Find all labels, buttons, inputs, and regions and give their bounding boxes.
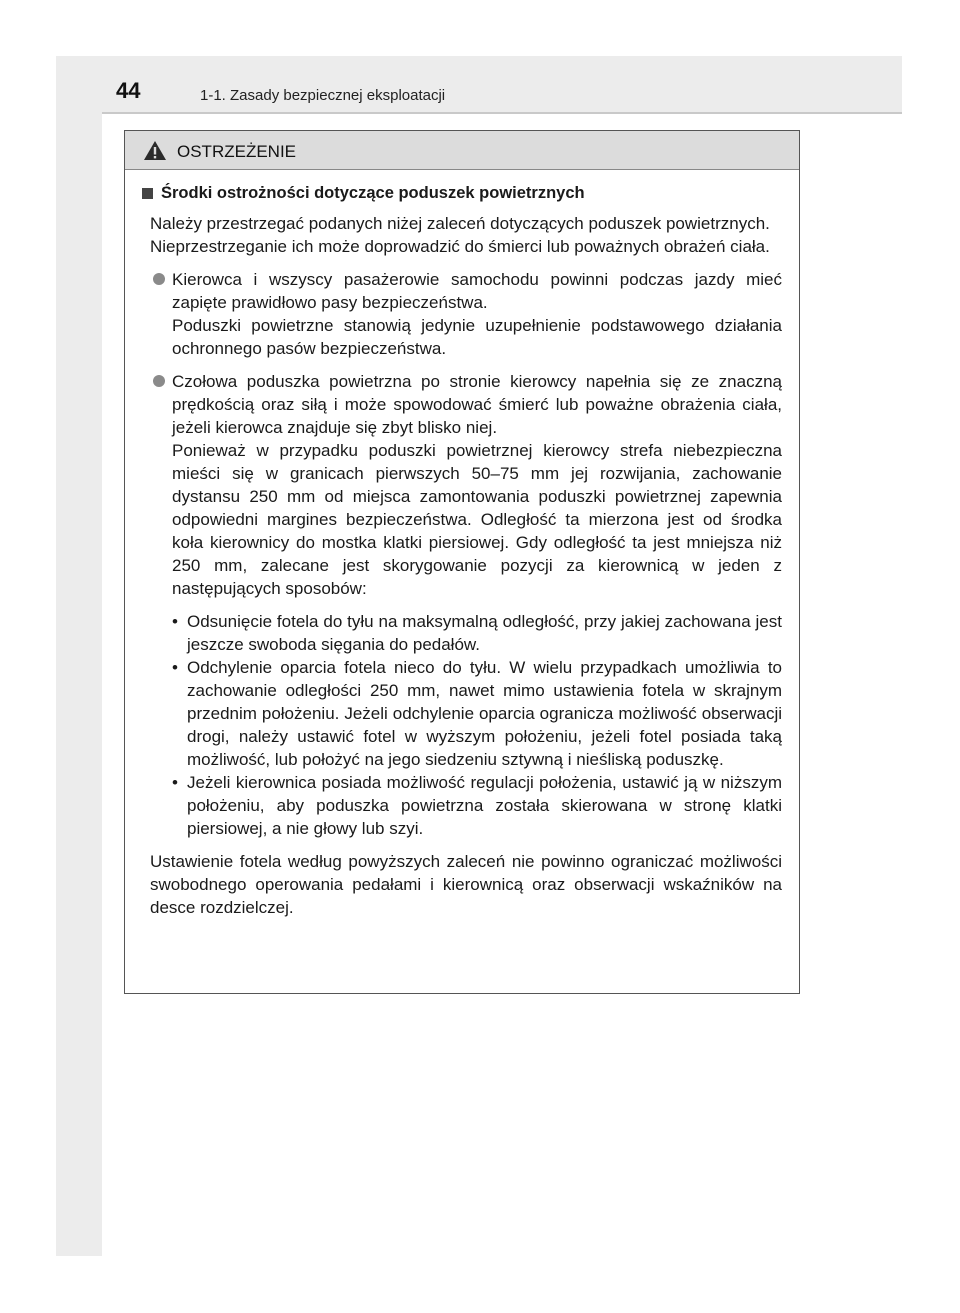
page-number: 44: [116, 78, 141, 103]
subheading-text: Środki ostrożności dotyczące poduszek powietrznych: [161, 184, 585, 202]
warning-title: OSTRZEŻENIE: [177, 142, 297, 161]
dot-marker-icon: •: [172, 773, 178, 792]
warning-body: [125, 170, 799, 919]
closing-paragraph: Ustawienie fotela według powyższych zaleceń nie powinno ograniczać możliwości swobodnego operowania pedałami i kierownicą oraz obserwacji wskaźników na desce rozdzielczej.: [150, 852, 782, 917]
section-title: 1-1. Zasady bezpiecznej eksploatacji: [200, 87, 446, 104]
warning-box: [124, 130, 800, 994]
bullet1-paragraph-2: Poduszki powietrzne stanowią jedynie uzupełnienie podstawowego działania ochronnego pasów bezpieczeństwa.: [172, 316, 782, 358]
dot-marker-icon: •: [172, 658, 178, 677]
bullet-item-driver-airbag: [150, 370, 782, 840]
bullet2-paragraph-1: Czołowa poduszka powietrzna po stronie kierowcy napełnia się ze znaczną prędkością oraz siłą i może spowodować śmierć lub poważne obrażenia ciała, jeżeli kierowca znajduje się zbyt blisko niej.: [172, 372, 782, 437]
list-item: • Odsunięcie fotela do tyłu na maksymalną odległość, przy jakiej zachowana jest jeszcze swoboda sięgania do pedałów.: [172, 612, 782, 654]
warning-header: [125, 131, 799, 170]
circle-bullet-icon: [153, 273, 165, 285]
page-header: [102, 56, 902, 114]
bullet1-paragraph-1: Kierowca i wszyscy pasażerowie samochodu powinni podczas jazdy mieć zapięte prawidłowo pasy bezpieczeństwa.: [172, 270, 782, 312]
list-item: • Jeżeli kierownica posiada możliwość regulacji położenia, ustawić ją w niższym położeniu, aby poduszka powietrzna została skierowana w stronę klatki piersiowej, a nie głowy lub szyi.: [172, 773, 782, 838]
warning-subheading: [142, 182, 782, 205]
bullet2-paragraph-2: Ponieważ w przypadku poduszki powietrznej kierowcy strefa niebezpieczna mieści się w granicach pierwszych 50–75 mm jej rozwijania, zachowanie dystansu 250 mm od miejsca zamontowania poduszki powietrznej zapewnia odpowiedni margines bezpieczeństwa. Odległość ta mierzona jest od środka koła kierownicy do mostka klatki piersiowej. Gdy odległość ta jest mniejsza niż 250 mm, zalecane jest skorygowanie pozycji za kierownicą w jeden z następujących sposobów:: [172, 441, 782, 598]
intro-paragraph-2: Nieprzestrzeganie ich może doprowadzić do śmierci lub poważnych obrażeń ciała.: [150, 237, 770, 256]
adjustment-list: [172, 610, 782, 840]
side-margin-strip: [56, 56, 102, 1256]
circle-bullet-icon: [153, 375, 165, 387]
square-bullet-icon: [142, 188, 153, 199]
intro-paragraph-1: Należy przestrzegać podanych niżej zaleceń dotyczących poduszek powietrznych.: [150, 214, 770, 233]
dot-marker-icon: •: [172, 612, 178, 631]
warning-triangle-icon: [143, 140, 167, 166]
list-item: • Odchylenie oparcia fotela nieco do tyłu. W wielu przypadkach umożliwia to zachowanie odległości 250 mm, nawet mimo ustawienia fotela w skrajnym przednim położeniu. Jeżeli odchylenie oparcia ogranicza możliwość obserwacji drogi, należy ustawić fotel w wyższym położeniu, jeżeli fotel posiada taką możliwość, lub położyć na jego siedzeniu sztywną i nieśliską poduszkę.: [172, 658, 782, 769]
bullet-item-seatbelts: [150, 268, 782, 360]
